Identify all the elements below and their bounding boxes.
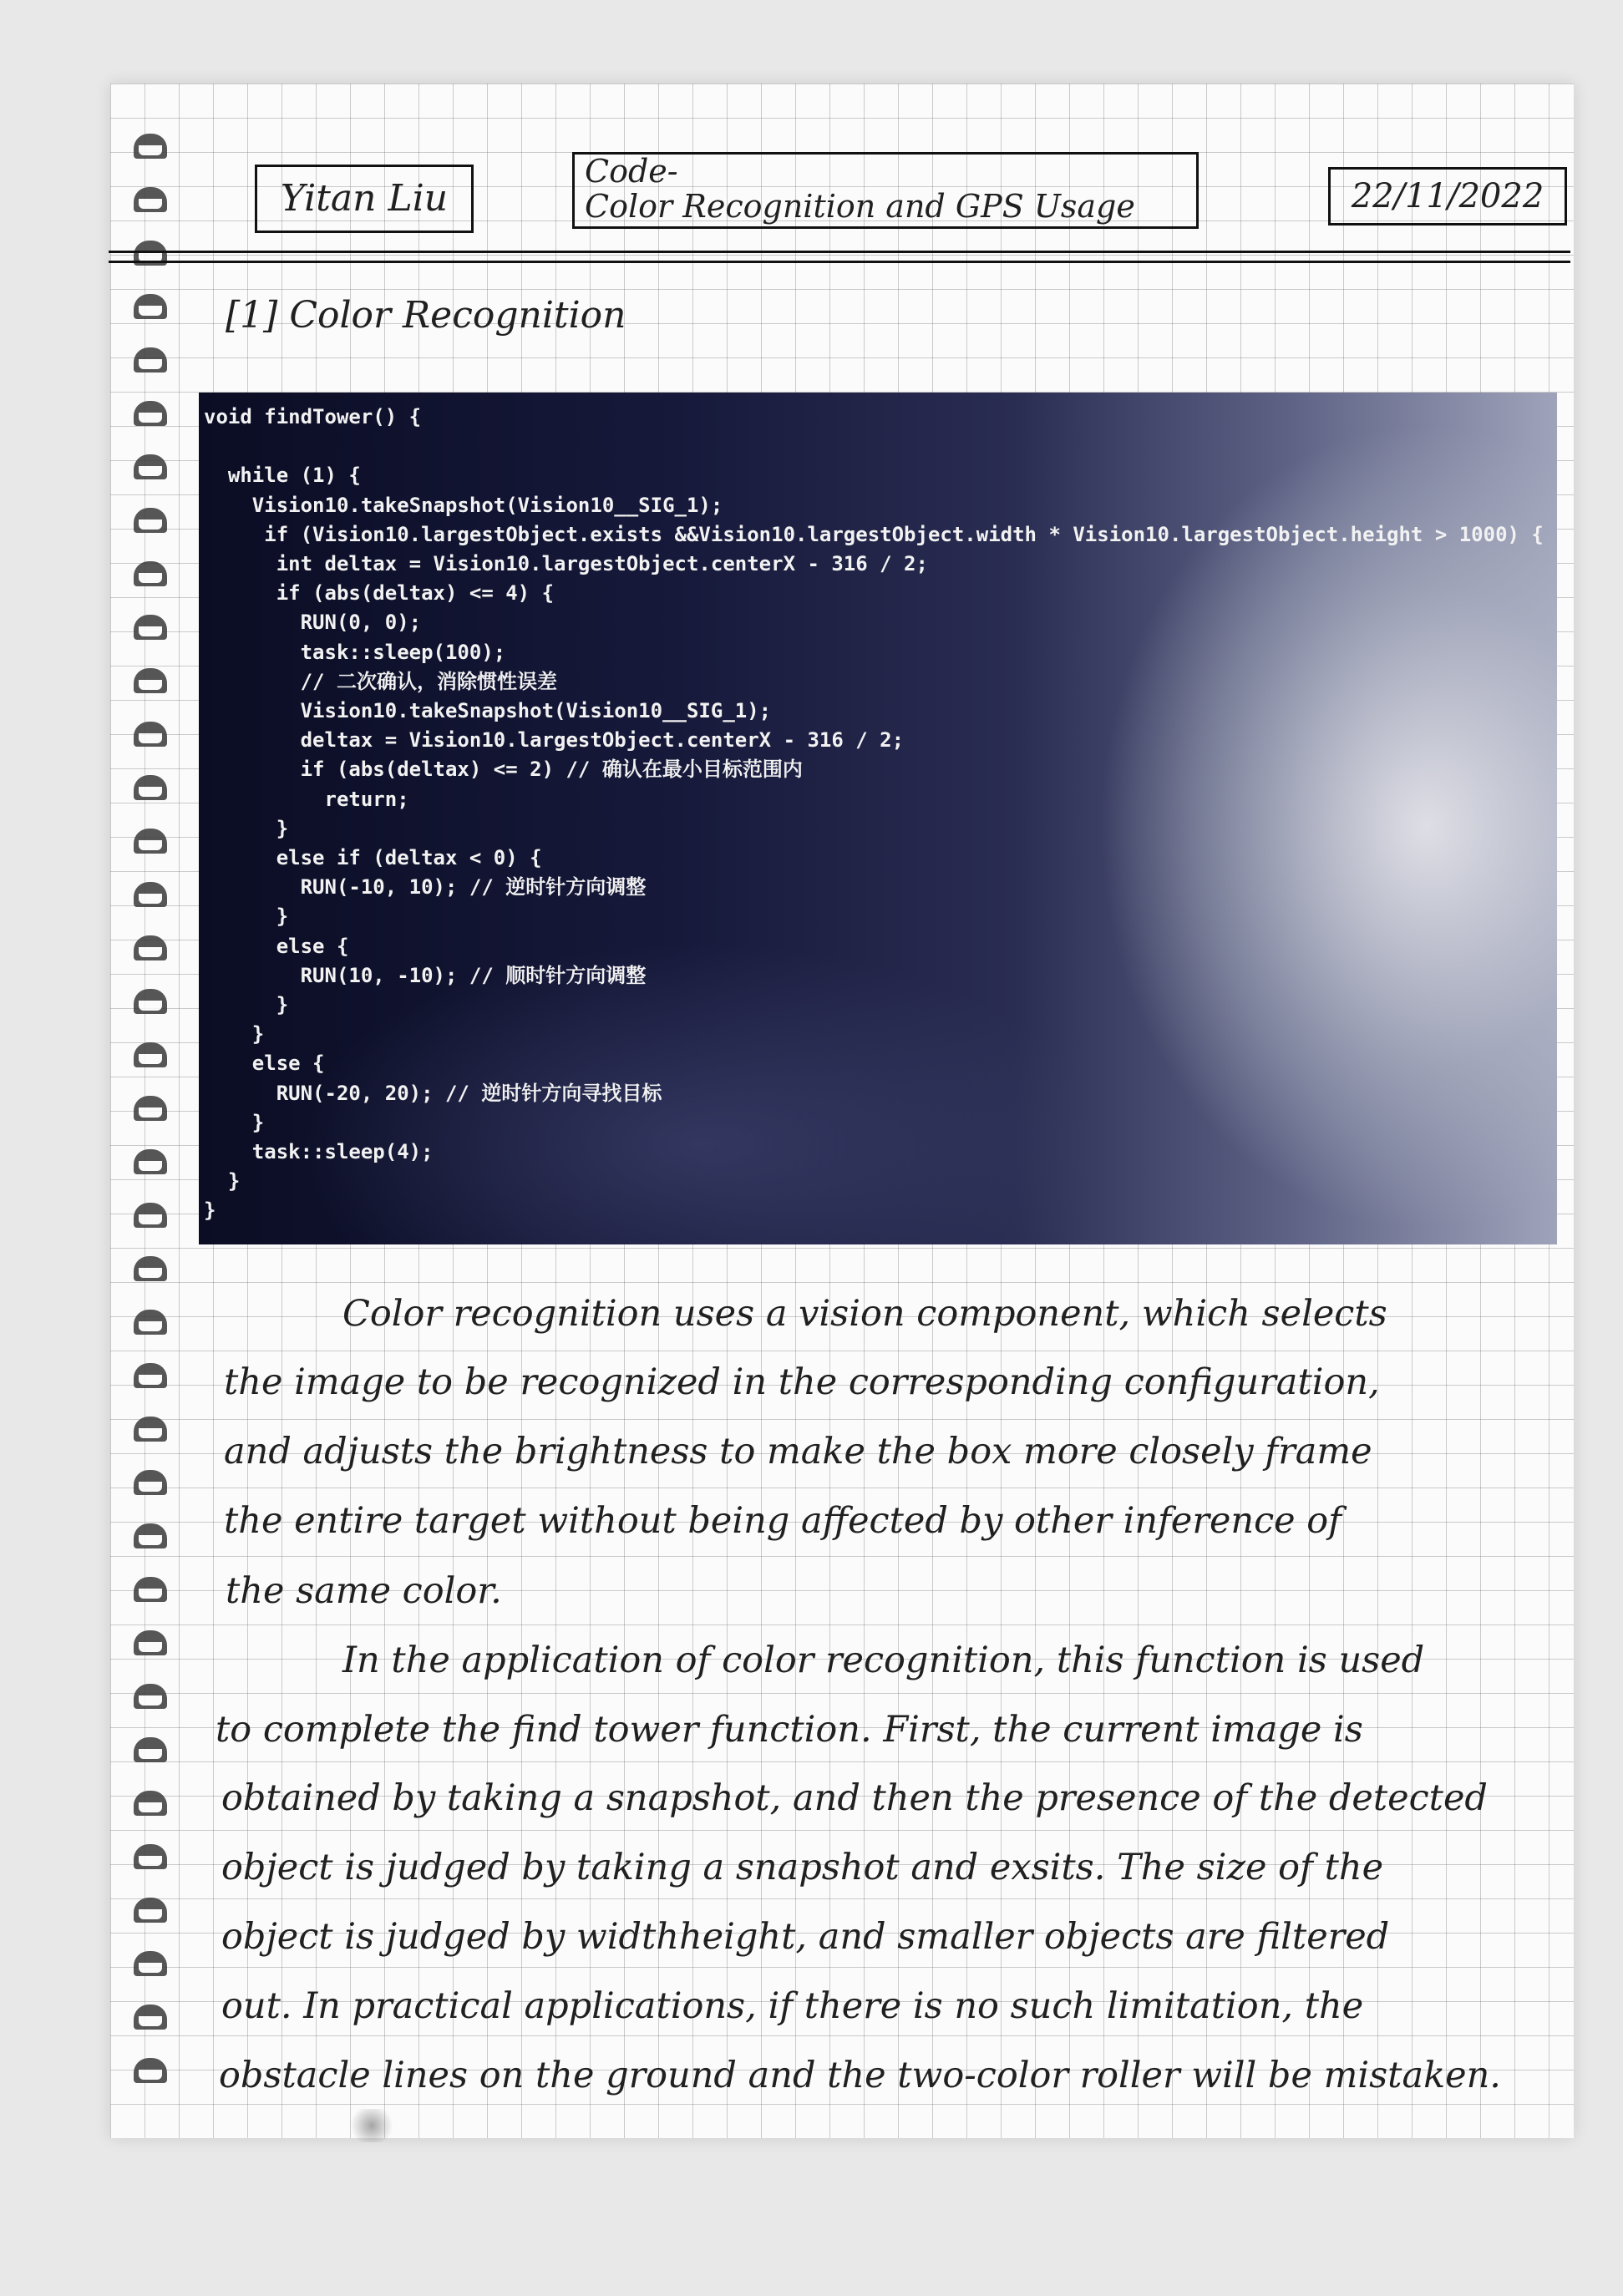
spiral-binding-holes (125, 134, 175, 2121)
binding-hole (134, 668, 167, 693)
code-listing (204, 403, 1544, 1226)
paragraph-line: to complete the find tower function. First, the current image is (216, 1709, 1363, 1751)
header-rule-bottom (109, 261, 1570, 263)
code-line: RUN(-20, 20); // 逆时针方向寻找目标 (204, 1081, 662, 1105)
date-box (1328, 167, 1567, 226)
paragraph-line: the same color. (226, 1570, 502, 1612)
code-line: } (204, 816, 289, 840)
binding-hole (134, 989, 167, 1014)
code-line: if (abs(deltax) <= 2) // 确认在最小目标范围内 (204, 758, 803, 782)
code-line: else { (204, 1052, 325, 1076)
binding-hole (134, 187, 167, 212)
binding-hole (134, 1523, 167, 1548)
code-line: } (204, 1169, 241, 1194)
code-line: } (204, 1199, 216, 1223)
binding-hole (134, 294, 167, 319)
binding-hole (134, 401, 167, 426)
binding-hole (134, 775, 167, 800)
binding-hole (134, 1256, 167, 1281)
topic-title: Color Recognition and GPS Usage (585, 188, 1135, 225)
binding-hole (134, 454, 167, 479)
code-line: deltax = Vision10.largestObject.centerX - 316 / 2; (204, 728, 905, 753)
code-line: if (abs(deltax) <= 4) { (204, 581, 555, 606)
paragraph-line: Color recognition uses a vision component, which selects (342, 1293, 1387, 1335)
binding-hole (134, 882, 167, 907)
code-line: RUN(-10, 10); // 逆时针方向调整 (204, 875, 647, 900)
binding-hole (134, 508, 167, 533)
paragraph-line: the entire target without being affected by other inference of (224, 1500, 1342, 1542)
code-line: } (204, 993, 289, 1017)
code-line: Vision10.takeSnapshot(Vision10__SIG_1); (204, 493, 723, 517)
ink-smudge (347, 2109, 397, 2142)
paragraph-line: obtained by taking a snapshot, and then the presence of the detected (221, 1777, 1488, 1819)
binding-hole (134, 1951, 167, 1976)
binding-hole (134, 2005, 167, 2030)
paragraph-line: and adjusts the brightness to make the box more closely frame (224, 1431, 1372, 1472)
binding-hole (134, 1149, 167, 1174)
binding-hole (134, 1096, 167, 1121)
binding-hole (134, 1844, 167, 1869)
binding-hole (134, 1898, 167, 1923)
binding-hole (134, 134, 167, 159)
paragraph-line: the image to be recognized in the corresponding configuration, (224, 1361, 1380, 1403)
binding-hole (134, 1417, 167, 1442)
binding-hole (134, 347, 167, 373)
code-line: } (204, 1022, 265, 1047)
date-text: 22/11/2022 (1351, 177, 1544, 215)
code-line: void findTower() { (204, 405, 422, 428)
binding-hole (134, 1203, 167, 1228)
binding-hole (134, 1577, 167, 1602)
author-name: Yitan Liu (280, 177, 449, 220)
binding-hole (134, 561, 167, 586)
code-line: int deltax = Vision10.largestObject.centerX - 316 / 2; (204, 552, 928, 576)
code-label: Code- (585, 153, 678, 190)
header-rule-top (109, 251, 1570, 253)
code-line: while (1) { (204, 464, 361, 488)
binding-hole (134, 722, 167, 747)
code-line: RUN(10, -10); // 顺时针方向调整 (204, 963, 647, 987)
topic-box (572, 152, 1199, 229)
code-line: RUN(0, 0); (204, 611, 422, 635)
binding-hole (134, 829, 167, 854)
section-title: [1] Color Recognition (226, 294, 626, 337)
code-line: if (Vision10.largestObject.exists &&Vision10.largestObject.width * Vision10.largestObject.height > 1000) { (204, 522, 1544, 546)
code-line: return; (204, 787, 409, 811)
code-line: task::sleep(100); (204, 640, 506, 664)
code-line: task::sleep(4); (204, 1140, 434, 1164)
code-printout (199, 393, 1557, 1244)
code-line: } (204, 1110, 265, 1134)
paragraph-line: In the application of color recognition, this function is used (342, 1640, 1425, 1681)
binding-hole (134, 615, 167, 640)
binding-hole (134, 1042, 167, 1067)
code-line: // 二次确认，消除惯性误差 (204, 669, 557, 693)
binding-hole (134, 2058, 167, 2083)
binding-hole (134, 1363, 167, 1388)
paragraph-line: object is judged by taking a snapshot and exsits. The size of the (221, 1847, 1384, 1888)
binding-hole (134, 935, 167, 960)
binding-hole (134, 1310, 167, 1335)
paragraph-line: obstacle lines on the ground and the two-color roller will be mistaken. (219, 2055, 1501, 2096)
binding-hole (134, 1737, 167, 1762)
code-line: else { (204, 934, 349, 958)
code-line: } (204, 905, 289, 929)
binding-hole (134, 1684, 167, 1709)
code-line: Vision10.takeSnapshot(Vision10__SIG_1); (204, 699, 772, 723)
binding-hole (134, 1791, 167, 1816)
paragraph-line: object is judged by widthheight, and smaller objects are filtered (221, 1916, 1390, 1958)
paragraph-line: out. In practical applications, if there is no such limitation, the (221, 1985, 1364, 2027)
author-name-box (255, 165, 474, 233)
code-line: else if (deltax < 0) { (204, 846, 542, 870)
binding-hole (134, 1470, 167, 1495)
binding-hole (134, 1630, 167, 1655)
